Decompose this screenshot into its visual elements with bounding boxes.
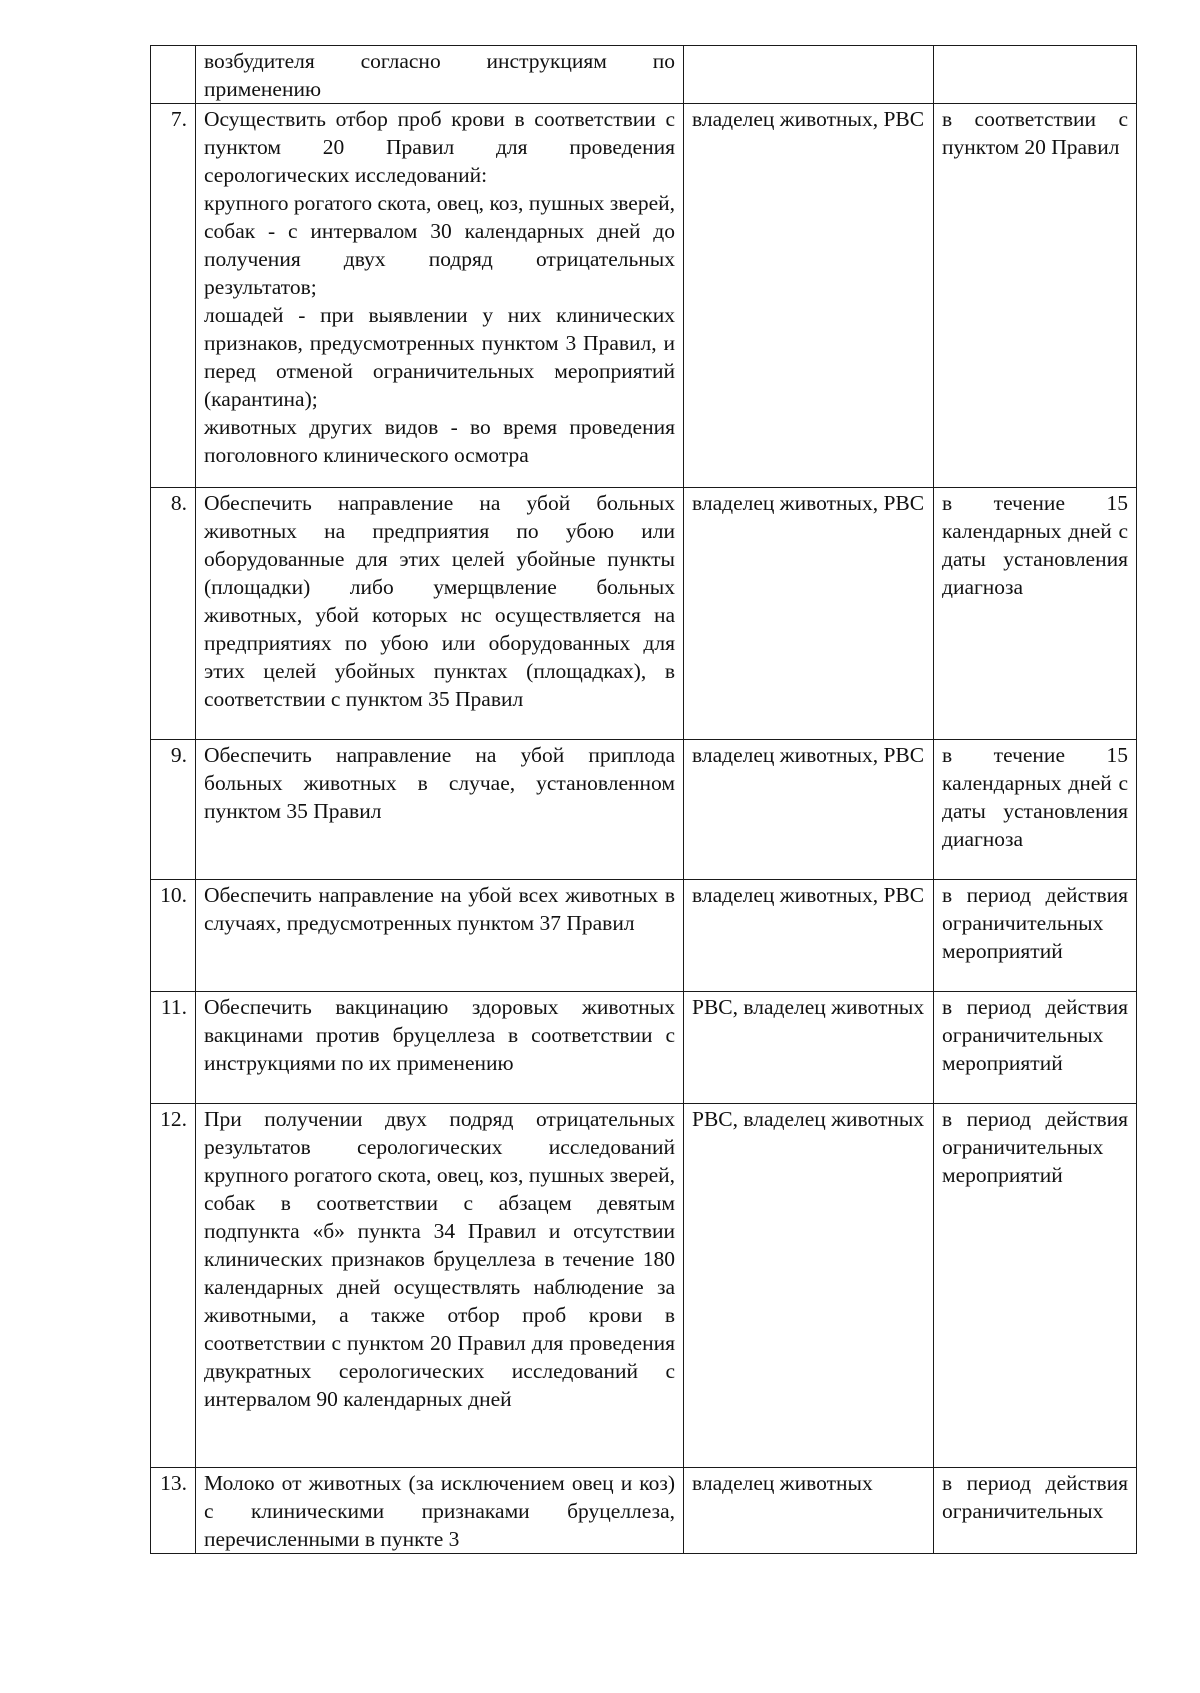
responsible-party <box>684 46 934 104</box>
measure-text <box>196 880 684 992</box>
responsible-party: владелец животных, РВС <box>684 880 934 992</box>
table-row <box>151 740 1137 880</box>
row-number: 13. <box>151 1468 196 1554</box>
measure-text <box>196 104 684 488</box>
measure-text <box>196 992 684 1104</box>
measure-text <box>196 1104 684 1468</box>
responsible-party: владелец животных, РВС <box>684 104 934 488</box>
table-row <box>151 104 1137 488</box>
measure-paragraph: Обеспечить направление на убой больных животных на предприятия по убою или оборудованные для этих целей убойные пункты (площадки) либо умерщвление больных животных, убой которых нс осуществляется на предприятиях по убою или оборудованных для этих целей убойных пунктах (площадках), в соответствии с пунктом 35 Правил <box>204 491 675 711</box>
measure-paragraph: возбудителя согласно инструкциям по применению <box>204 49 675 101</box>
deadline: в период действия ограничительных мероприятий <box>934 1104 1137 1468</box>
deadline: в течение 15 календарных дней с даты установления диагноза <box>934 488 1137 740</box>
measure-paragraph: лошадей - при выявлении у них клинических признаков, предусмотренных пунктом 3 Правил, и перед отменой ограничительных мероприятий (карантина); <box>204 303 675 411</box>
measure-paragraph: Молоко от животных (за исключением овец и коз) с клиническими признаками бруцеллеза, перечисленными в пункте 3 <box>204 1471 675 1551</box>
row-number: 12. <box>151 1104 196 1468</box>
row-number: 7. <box>151 104 196 488</box>
measure-paragraph: При получении двух подряд отрицательных результатов серологических исследований крупного рогатого скота, овец, коз, пушных зверей, собак в соответствии с абзацем девятым подпункта «б» пункта 34 Правил и отсутствии клинических признаков бруцеллеза в течение 180 календарных дней осуществлять наблюдение за животными, а также отбор проб крови в соответствии с пунктом 20 Правил для проведения двукратных серологических исследований с интервалом 90 календарных дней <box>204 1107 675 1411</box>
responsible-party: владелец животных, РВС <box>684 488 934 740</box>
deadline: в соответствии с пунктом 20 Правил <box>934 104 1137 488</box>
responsible-party: владелец животных <box>684 1468 934 1554</box>
responsible-party: владелец животных, РВС <box>684 740 934 880</box>
deadline: в период действия ограничительных мероприятий <box>934 992 1137 1104</box>
responsible-party: РВС, владелец животных <box>684 1104 934 1468</box>
measures-table-body <box>151 46 1137 1554</box>
measure-text <box>196 46 684 104</box>
row-number: 9. <box>151 740 196 880</box>
measure-paragraph: Обеспечить направление на убой всех животных в случаях, предусмотренных пунктом 37 Правил <box>204 883 675 935</box>
measure-paragraph: Обеспечить направление на убой приплода больных животных в случае, установленном пунктом 35 Правил <box>204 743 675 823</box>
measure-text <box>196 740 684 880</box>
measure-text <box>196 488 684 740</box>
measures-table <box>150 45 1137 1554</box>
row-number: 11. <box>151 992 196 1104</box>
table-row <box>151 880 1137 992</box>
deadline: в период действия ограничительных <box>934 1468 1137 1554</box>
measure-paragraph: Обеспечить вакцинацию здоровых животных вакцинами против бруцеллеза в соответствии с инструкциями по их применению <box>204 995 675 1075</box>
row-number <box>151 46 196 104</box>
deadline: в период действия ограничительных мероприятий <box>934 880 1137 992</box>
deadline: в течение 15 календарных дней с даты установления диагноза <box>934 740 1137 880</box>
row-number: 8. <box>151 488 196 740</box>
table-row <box>151 1104 1137 1468</box>
responsible-party: РВС, владелец животных <box>684 992 934 1104</box>
table-row <box>151 46 1137 104</box>
deadline <box>934 46 1137 104</box>
measure-text <box>196 1468 684 1554</box>
measure-paragraph: животных других видов - во время проведения поголовного клинического осмотра <box>204 415 675 467</box>
measure-paragraph: Осуществить отбор проб крови в соответствии с пунктом 20 Правил для проведения серологических исследований: <box>204 107 675 187</box>
measure-paragraph: крупного рогатого скота, овец, коз, пушных зверей, собак - с интервалом 30 календарных дней до получения двух подряд отрицательных результатов; <box>204 191 675 299</box>
table-row <box>151 488 1137 740</box>
table-row <box>151 992 1137 1104</box>
row-number: 10. <box>151 880 196 992</box>
table-row <box>151 1468 1137 1554</box>
